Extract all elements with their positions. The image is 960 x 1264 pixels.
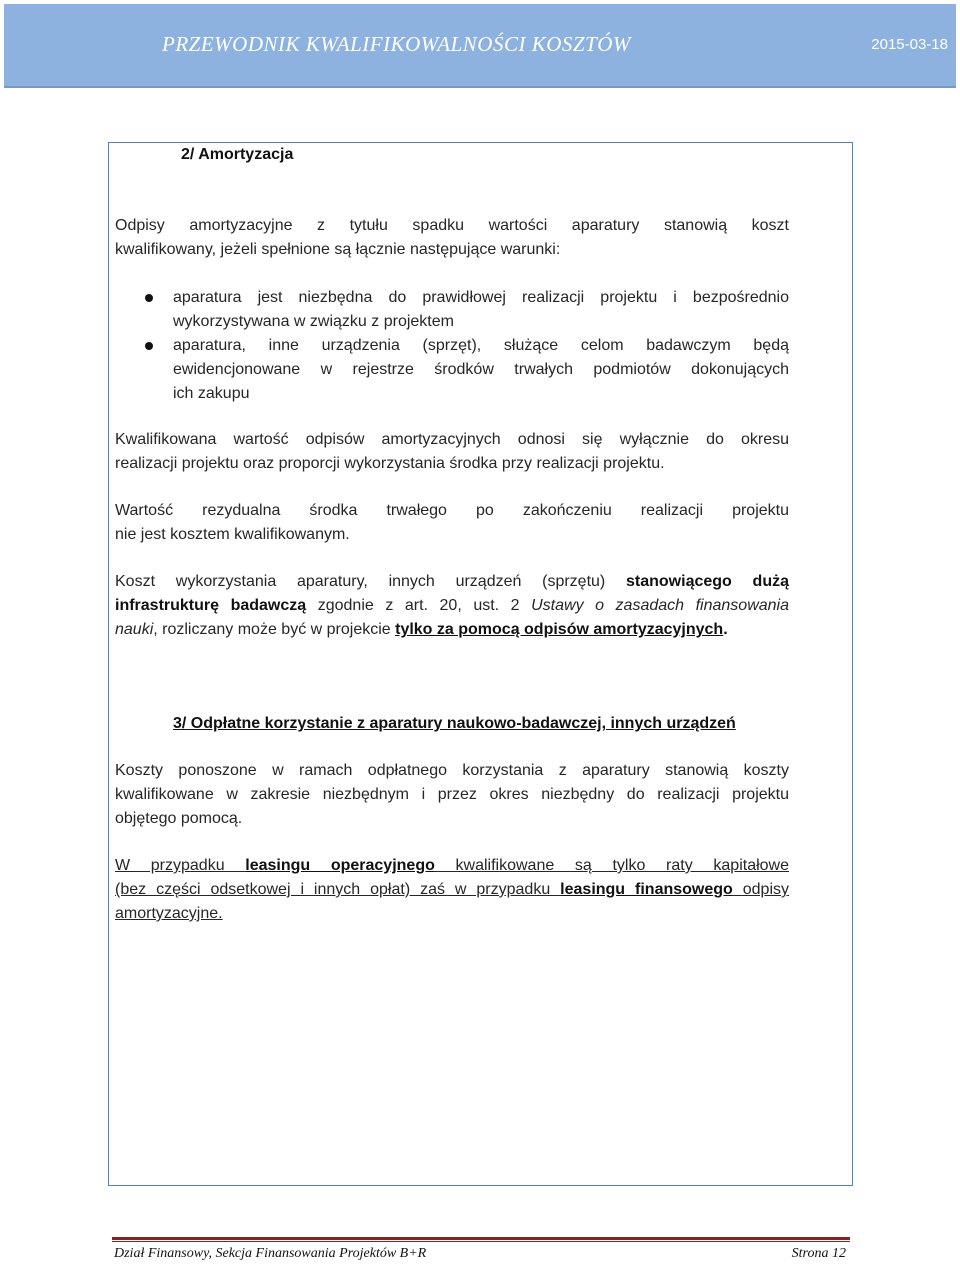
underlined-text: (bez części odsetkowej i innych opłat) zaś w przypadku <box>115 881 561 898</box>
footer-divider <box>112 1237 850 1240</box>
text-line <box>115 854 789 878</box>
section-2-intro <box>115 214 789 262</box>
page-number: Strona 12 <box>791 1246 846 1261</box>
underlined-text: W przypadku <box>115 857 246 874</box>
underlined-text: kwalifikowane są tylko raty kapitałowe <box>434 857 789 874</box>
underlined-text: odpisy <box>732 881 790 898</box>
text-line: wykorzystywana w związku z projektem <box>173 313 454 330</box>
text-line: Koszty ponoszone w ramach odpłatnego korzystania z aparatury stanowią koszty <box>115 762 789 779</box>
bold-underlined-text: leasingu operacyjnego <box>245 857 435 874</box>
text-line: realizacji projektu oraz proporcji wykorzystania środka przy realizacji projektu. <box>115 455 665 472</box>
bold-text: infrastrukturę badawczą <box>115 597 307 614</box>
italic-text: nauki <box>115 621 154 638</box>
footer-divider-thin <box>112 1241 850 1242</box>
underlined-text: amortyzacyjne. <box>115 905 223 922</box>
text-line: Odpisy amortyzacyjne z tytułu spadku wartości aparatury stanowią koszt <box>115 217 789 234</box>
text-line <box>115 594 789 618</box>
bold-text: . <box>723 621 728 638</box>
text-line: aparatura, inne urządzenia (sprzęt), służące celom badawczym będą <box>173 337 789 354</box>
section-3-title-text: 3/ Odpłatne korzystanie z aparatury naukowo-badawczej, innych urządzeń <box>173 715 736 732</box>
text-line <box>115 618 789 642</box>
bullet-icon <box>145 342 153 350</box>
text-line <box>115 902 789 926</box>
text-line: Kwalifikowana wartość odpisów amortyzacyjnych odnosi się wyłącznie do okresu <box>115 431 789 448</box>
section-3-title <box>173 715 736 733</box>
section-3-paragraph-1 <box>115 759 789 831</box>
section-2-paragraph-3 <box>115 570 789 642</box>
italic-text: Ustawy o zasadach finansowania <box>531 597 789 614</box>
text-line: ich zakupu <box>173 385 250 402</box>
list-item <box>115 286 789 334</box>
bullet-icon <box>145 294 153 302</box>
page-header <box>4 4 956 88</box>
text-line: aparatura jest niezbędna do prawidłowej realizacji projektu i bezpośrednio <box>173 289 789 306</box>
text-line: ewidencjonowane w rejestrze środków trwałych podmiotów dokonujących <box>173 361 789 378</box>
bold-underlined-text: tylko za pomocą odpisów amortyzacyjnych <box>395 621 724 638</box>
text-line <box>115 878 789 902</box>
text-line: objętego pomocą. <box>115 810 243 827</box>
bold-underlined-text: leasingu finansowego <box>560 881 733 898</box>
section-2-paragraph-2 <box>115 499 789 547</box>
header-date: 2015-03-18 <box>871 36 948 53</box>
text-line: Wartość rezydualna środka trwałego po zakończeniu realizacji projektu <box>115 502 789 519</box>
content-box <box>108 142 853 1186</box>
bold-text: stanowiącego dużą <box>626 573 789 590</box>
text-line: kwalifikowany, jeżeli spełnione są łącznie następujące warunki: <box>115 241 561 258</box>
header-title: PRZEWODNIK KWALIFIKOWALNOŚCI KOSZTÓW <box>162 32 631 56</box>
section-3-paragraph-2 <box>115 854 789 926</box>
footer-department: Dział Finansowy, Sekcja Finansowania Projektów B+R <box>114 1246 427 1261</box>
section-2-paragraph-1 <box>115 428 789 476</box>
text-line: nie jest kosztem kwalifikowanym. <box>115 526 350 543</box>
list-item <box>115 334 789 406</box>
text-run: , rozliczany może być w projekcie <box>153 621 396 638</box>
conditions-list <box>115 286 789 406</box>
text-run: Koszt wykorzystania aparatury, innych urządzeń (sprzętu) <box>115 573 606 590</box>
text-run: zgodnie z art. 20, ust. 2 <box>306 597 532 614</box>
text-line <box>115 570 789 594</box>
section-2-title: 2/ Amortyzacja <box>181 146 294 163</box>
text-line: kwalifikowane w zakresie niezbędnym i przez okres niezbędny do realizacji projektu <box>115 786 789 803</box>
